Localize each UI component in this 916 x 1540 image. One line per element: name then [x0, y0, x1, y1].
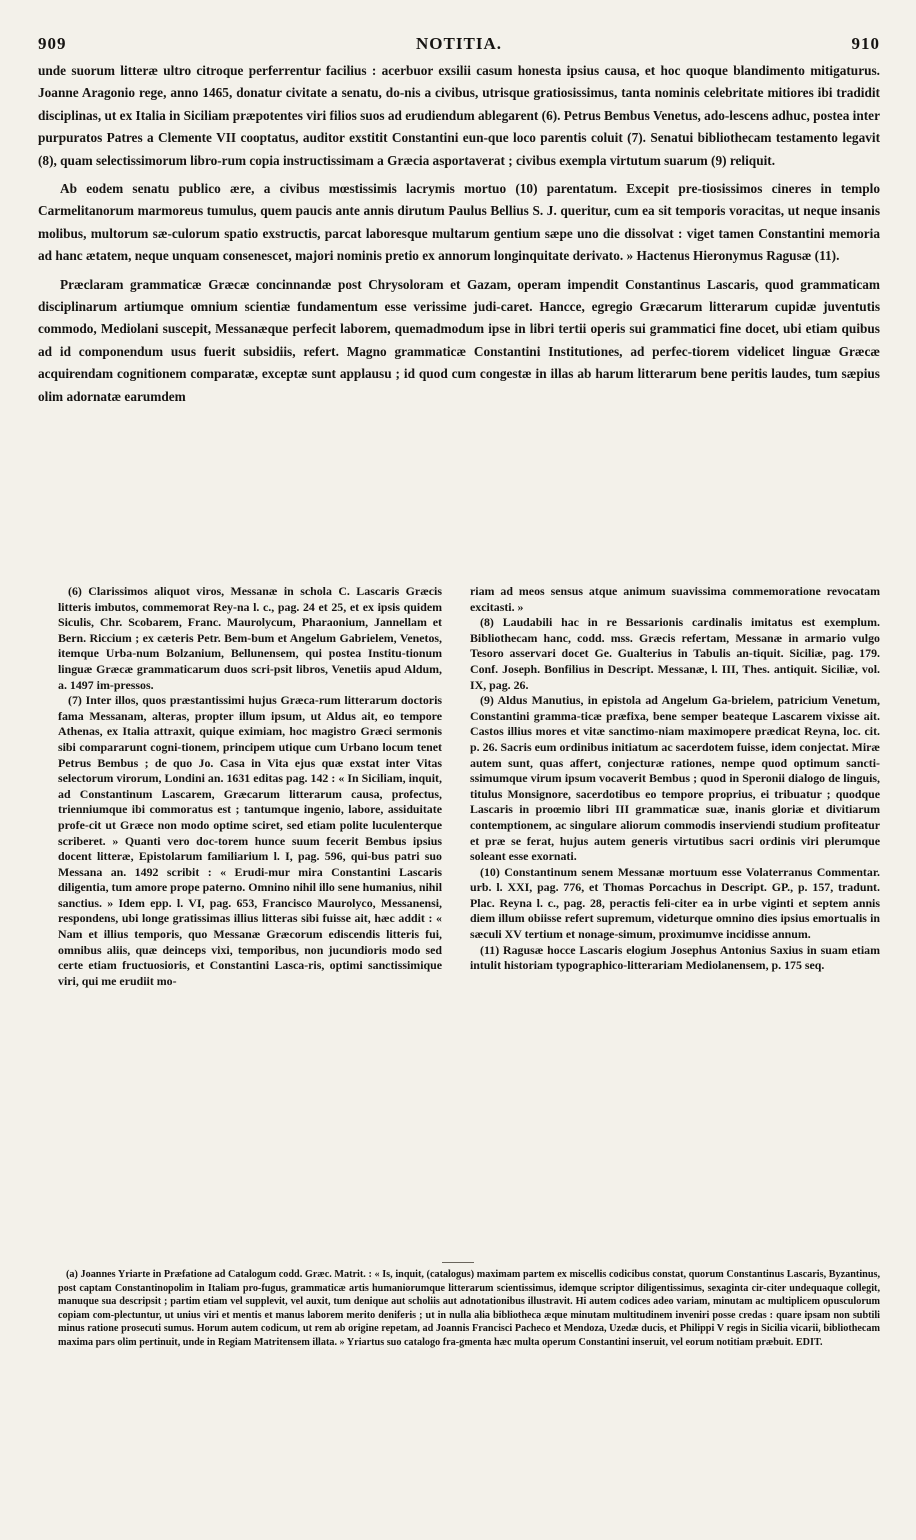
footnote: (9) Aldus Manutius, in epistola ad Angelum Ga-brielem, patricium Venetum, Constantini gramma-ticæ præfixa, bene semper beateque Lascarem vixisse ait. Castos illius mores et vitæ sanctimo-niam maximopere prædicat Reyna, loc. cit. p. 26. Sacris eum ordinibus initiatum ac sacerdotem fuisse, idem conjectat. Miræ autem sunt, quas affert, conjecturæ rationes, nempe quod optimum sancti-ssimumque virum ipsum vocaverit Bembus ; quod in Speronii dialogo de linguis, titulus Monsignore, sacerdotibus eo tempore proprius, ei tribuatur ; quodque Lascaris in proœmio libri III grammaticæ suæ, inanis gloriæ et divitiarum contemptionem, ac singulare aliorum commodis inserviendi studium profiteatur et præ se ferat, hujus autem generis virtutibus sacri ordinis viri plerumque soleant esse exornati.: [470, 693, 880, 864]
editor-note: [58, 1268, 880, 1350]
main-paragraph: unde suorum litteræ ultro citroque perferrentur facilius : acerbuor exsilii casum honesta ipsius causa, et hoc quoque blandimento mitigaturus. Joanne Aragonio rege, anno 1465, donatur civitate a senatu, do-nis a civibus, utrisque gratiosissimus, tanta nominis celebritate mitiores ibi tradidit disciplinas, ut ex Italia in Siciliam præpotentes viri filios suos ad erudiendum ablegarent (6). Petrus Bembus Venetus, ado-lescens adhuc, postea inter purpuratos Patres a Clemente VII cooptatus, auditor exstitit Constantini eun-que loco parentis coluit (7). Senatui bibliothecam testamento legavit (8), quam selectissimorum libro-rum copia instructissimam a Græcia asportaverat ; civibus exempla virtutum suarum (9) reliquit.: [38, 63, 880, 168]
footnote-columns: [58, 584, 880, 1250]
main-text: [38, 60, 880, 414]
footnote: (11) Ragusæ hocce Lascaris elogium Josephus Antonius Saxius in suam etiam intulit historiam typographico-litterariam Mediolanensem, p. 175 seq.: [470, 942, 880, 973]
main-paragraph: Ab eodem senatu publico ære, a civibus mœstissimis lacrymis mortuo (10) parentatum. Excepit pre-tiosissimos cineres in templo Carmelitanorum marmoreus tumulus, quem paucis ante annis dirutum Paulus Bellius S. J. queritur, cum ea sit temporis voracitas, ut neque insanis molibus, multorum sæ-culorum spatio exstructis, parcat laboresque multarum gentium sæpe uno die dissolvat : viget tamen Constantini memoria ad hanc ætatem, neque unquam consenescet, majori nominis pretio ex annorum longinquitate derivato. » Hactenus Hieronymus Ragusæ (11).: [38, 181, 880, 264]
page-number-left: 909: [38, 34, 67, 53]
footnote: (7) Inter illos, quos præstantissimi hujus Græca-rum litterarum doctoris fama Messanam, alteras, propter illum ipsum, ut Aldus ait, eo tempore Athenas, ex Italia attraxit, quique eximiam, hoc magistro Græci sermonis sibi compararunt cogni-tionem, principem utique cum Urbano locum tenet Petrus Bembus ; de quo Jo. Casa in Vita ejus quæ exstat inter Vitas selectorum virorum, Londini an. 1631 editas pag. 142 : « In Siciliam, inquit, ad Constantinum Lascarem, Græcarum litterarum causa, profectus, trienniumque ibi commoratus est ; tantumque ingenio, labore, assiduitate profe-cit ut Græce non modo optime sciret, sed etiam polite luculenterque scriberet. » Quanti vero doc-torem hunce suum fecerit Bembus ipsius docent litteræ, Epistolarum familiarium l. I, pag. 596, qui-bus patri suo Messana an. 1492 scribit : « Erudi-mur mira Constantini Lascaris diligentia, tum amore prope paterno. Omnino nihil illo sene humanius, nihil sanctius. » Idem epp. l. VI, pag. 653, Francisco Maurolyco, Messanensi, respondens, ubi longe gratissimas illius litteras sibi fuisse ait, hæc addit : « Nam et illius temporis, quo Messanæ Græcorum ediscendis litteris fui, omnibus aliis, quæ deinceps vixi, temporibus, non jucundioris modo sed certe etiam fructuosioris, et Constantini Lasca-ris, optimi sanctissimique viri, qui me erudiit mo-: [58, 693, 442, 988]
page-number-right: 910: [851, 34, 880, 53]
footnote: riam ad meos sensus atque animum suavissima commemoratione revocatam excitasti. »: [470, 584, 880, 614]
footnote-divider: [442, 1262, 474, 1263]
footnote: (8) Laudabili hac in re Bessarionis cardinalis imitatus est exemplum. Bibliothecam hanc, codd. mss. Græcis refertam, Messanæ in armario vulgo Tesoro asservari docet Ge. Gualterius in Tabulis an-tiquit. Siciliæ, pag. 179. Conf. Joseph. Bonfilius in Descript. Messanæ, l. III, Thes. antiquit. Siciliæ, vol. IX, pag. 26.: [470, 615, 880, 692]
editor-footnote: (a) Joannes Yriarte in Præfatione ad Catalogum codd. Græc. Matrit. : « Is, inquit, (catalogus) maximam partem ex miscellis codicibus constat, quorum Constantinus Lascaris, Byzantinus, post captam Constantinopolim in Italiam pro-fugus, grammaticæ artis humaniorumque litterarum scientissimus, idemque scriptor diligentissimus, sexaginta cir-citer undequaque collegit, manuque sua descripsit ; partim etiam vel supplevit, vel auxit, tum denique aut scholiis aut adnotationibus illustravit. Hi autem codices adeo variam, minutam ac multiplicem opusculorum copiam com-plectuntur, ut unius viri et mentis et manus laborem merito deniferis ; ut in nulla alia bibliotheca æque minutam multitudinem inveniri posse credas : quare ipsam non subtili minus ratione prosecuti sumus. Horum autem codicum, ut rem ab origine repetam, ad Joannis Francisci Pacheco et Mendoza, Uzedæ ducis, et Philippi V regis in Sicilia vicarii, bibliothecam maxima pars olim pertinuit, unde in Regiam Matritensem illata. » Yriartus suo catalogo fra-gmenta hæc multa operum Constantini inseruit, vel eorum notitiam præbuit. EDIT.: [58, 1269, 880, 1348]
footnotes-left-column: [58, 584, 442, 989]
footnote: (10) Constantinum senem Messanæ mortuum esse Volaterranus Commentar. urb. l. XXI, pag. 776, et Thomas Porcachus in Descript. GP., p. 157, tradunt. Plac. Reyna l. c., pag. 28, peractis feli-citer ea in urbe viginti et septem annis diem illum obiisse refert supremum, videturque omnino dies ipsius emortualis in sæculi XV tertium et nonage-simum, proximumve incidisse annum.: [470, 864, 880, 942]
main-paragraph: Præclaram grammaticæ Græcæ concinnandæ post Chrysoloram et Gazam, operam impendit Constantinus Lascaris, quod grammaticam disciplinarum artiumque omnium scientiæ fundamentum esse verissime judi-caret. Hancce, egregio Græcarum litterarum cupidæ juventutis commodo, Mediolani suscepit, Messanæque perfecit laborem, quemadmodum ipse in libri tertii operis sui grammatici fine docet, ubi etiam quibus ad id componendum usus fuerit subsidiis, refert. Magno grammaticæ Constantini Institutiones, ad perfec-tiorem videlicet linguæ Græcæ acquirendam cognitionem comparatæ, exceptæ sunt applausu ; id quod cum congestæ in illas ab harum litterarum bene peritis laudes, tum sæpius olim adornatæ earumdem: [38, 276, 880, 404]
footnote: (6) Clarissimos aliquot viros, Messanæ in schola C. Lascaris Græcis litteris imbutos, commemorat Rey-na l. c., pag. 24 et 25, et ex ipsis quidem Siculis, Chr. Scobarem, Franc. Maurolycum, Pharaonium, Jannellam et Bern. Riccium ; ex cæteris Petr. Bem-bum et Angelum Gabrielem, Venetos, itemque Urba-num Bolzanium, Bellunensem, qui postea Institu-tionum linguæ Græcæ grammaticarum duos scri-psit libros, Venetiis apud Aldum, a. 1497 im-pressos.: [58, 584, 442, 692]
running-title: NOTITIA.: [416, 34, 502, 53]
footnotes-right-column: [470, 584, 880, 974]
running-header: [38, 30, 880, 58]
